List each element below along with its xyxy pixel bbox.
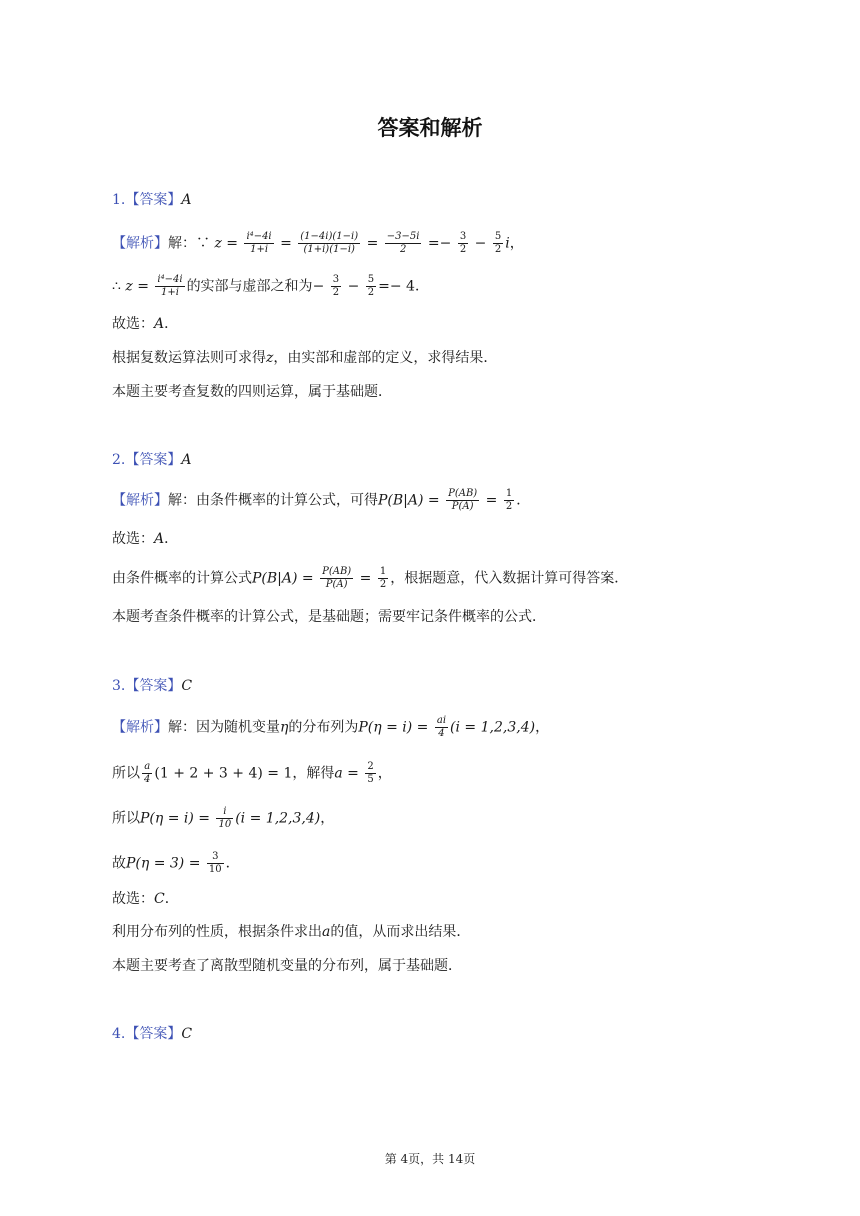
q3-fraction: $\frac{a}{4}$ (144, 761, 151, 785)
q2-analysis-tag: 【解析】 (112, 492, 168, 509)
q2-answer-line (112, 450, 191, 470)
q1-text: =− 4． (378, 278, 429, 295)
q2-analysis-line-1: 【解析】解：由条件概率的计算公式，可得P(B|A) = $\frac{P(AB)}{P(A)}$ = $\frac{1}{2}$ ． (112, 488, 531, 512)
q2-fraction: $\frac{P(AB)}{P(A)}$ (322, 566, 352, 590)
q1-fraction: $\frac{3}{2}$ (459, 231, 467, 255)
q1-fraction: $\frac{5}{2}$ (367, 274, 375, 298)
q1-fraction: $\frac{5}{2}$ (494, 231, 502, 255)
q3-analysis-line-2: 所以 $\frac{a}{4}$ (1 + 2 + 3 + 4) = 1，解得a = $\frac{2}{5}$ ， (112, 761, 392, 785)
q1-answer-tag: 【答案】 (125, 192, 182, 208)
page-title: 答案和解析 (377, 116, 483, 140)
q3-fraction: $\frac{i}{10}$ (218, 806, 232, 830)
q1-var-z: z (125, 278, 133, 295)
q2-summary-line: 本题考查条件概率的计算公式，是基础题；需要牢记条件概率的公式． (112, 609, 546, 625)
q1-answer: A (181, 192, 192, 208)
q1-var-z: z (214, 235, 222, 252)
page-footer: 第 4页，共 14页 (384, 1152, 476, 1166)
q3-answer: C (181, 678, 193, 694)
q1-number: 1. (112, 192, 126, 208)
q1-analysis-tag: 【解析】 (112, 235, 168, 252)
q3-choose-line: 故选：C． (112, 891, 179, 907)
q3-analysis-line-1: 【解析】解：因为随机变量η的分布列为P(η = i) = $\frac{ai}{4}$ (i = 1,2,3,4)， (112, 715, 550, 739)
q1-summary-line: 本题主要考查复数的四则运算，属于基础题． (112, 384, 392, 400)
q4-answer: C (181, 1026, 193, 1042)
q3-fraction: $\frac{3}{10}$ (208, 851, 222, 875)
q1-fraction: $\frac{-3-5i}{2}$ (386, 231, 420, 255)
q1-fraction: $\frac{\text{i⁴−4i}}{1+i}$ (157, 274, 183, 298)
q2-fraction: $\frac{1}{2}$ (379, 566, 387, 590)
q4-answer-line (112, 1024, 192, 1044)
q4-answer-tag: 【答案】 (125, 1026, 182, 1042)
q3-number: 3. (112, 678, 126, 694)
q1-fraction: $\frac{3}{2}$ (332, 274, 340, 298)
q1-text: 的实部与虚部之和为 (186, 278, 313, 295)
q3-analysis-tag: 【解析】 (112, 719, 168, 736)
q1-choose-line: 故选：A． (112, 316, 179, 332)
q3-summary-line: 本题主要考查了离散型随机变量的分布列，属于基础题． (112, 958, 462, 974)
q3-answer-tag: 【答案】 (125, 678, 182, 694)
q4-number: 4. (112, 1026, 126, 1042)
q1-answer-line (112, 190, 191, 210)
q1-fraction: $\frac{\text{i⁴−4i}}{1+i}$ (246, 231, 272, 255)
q1-var-i: i (505, 235, 510, 252)
q3-fraction: $\frac{ai}{4}$ (436, 715, 447, 739)
q2-fraction: $\frac{1}{2}$ (505, 488, 513, 512)
q3-answer-line (112, 676, 192, 696)
q1-fraction: $\frac{(1-4i)(1-i)}{(1+i)(1-i)}$ (300, 231, 359, 255)
q3-analysis-line-4: 故P(η = 3) = $\frac{3}{10}$ ． (112, 851, 240, 875)
q1-therefore: ∴ (112, 278, 121, 295)
q1-method-line: 根据复数运算法则可求得z，由实部和虚部的定义，求得结果． (112, 350, 498, 366)
q1-text: 解：∵ (168, 235, 210, 252)
q2-method-line: 由条件概率的计算公式P(B|A) = $\frac{P(AB)}{P(A)}$ = $\frac{1}{2}$ ，根据题意，代入数据计算可得答案． (112, 566, 629, 590)
q1-analysis-line-1: 【解析】解：∵ z = $\frac{\text{i⁴−4i}}{1+i}$ = $\frac{(1-4i)(1-i)}{(1+i)(1-i)}$ = $\frac{-3-5i}{2}$ =− $\frac{3}{2}$ − $\frac{5}{2}$ i， (112, 231, 524, 255)
q1-analysis-line-2: ∴ z = $\frac{\text{i⁴−4i}}{1+i}$ 的实部与虚部之和为− $\frac{3}{2}$ − $\frac{5}{2}$ =− 4． (112, 274, 429, 298)
q3-analysis-line-3: 所以P(η = i) = $\frac{i}{10}$ (i = 1,2,3,4)， (112, 806, 335, 830)
q3-fraction: $\frac{2}{5}$ (367, 761, 374, 785)
q2-fraction: $\frac{P(AB)}{P(A)}$ (448, 488, 478, 512)
q2-answer: A (181, 452, 192, 468)
q2-choose-line: 故选：A． (112, 531, 179, 547)
q2-number: 2. (112, 452, 126, 468)
q2-answer-tag: 【答案】 (125, 452, 182, 468)
q3-method-line: 利用分布列的性质，根据条件求出a的值，从而求出结果． (112, 924, 471, 940)
